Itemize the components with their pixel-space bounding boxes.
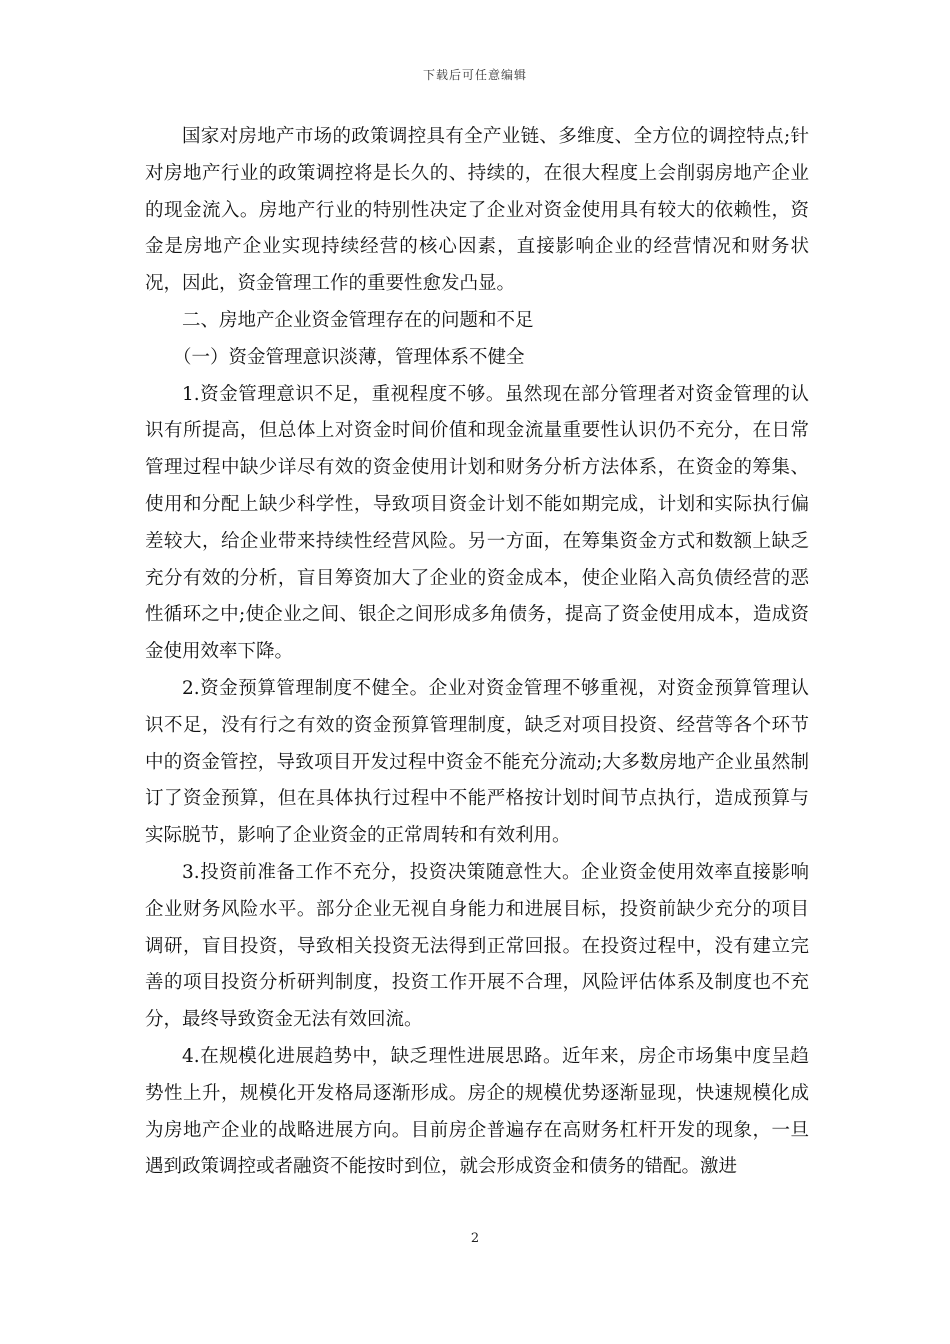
section-heading: 二、房地产企业资金管理存在的问题和不足: [182, 309, 534, 331]
document-body: [145, 119, 809, 1186]
page-number: 2: [470, 1231, 480, 1246]
point-paragraph-2: 2.资金预算管理制度不健全。企业对资金管理不够重视，对资金预算管理认识不足，没有行之有效的资金预算管理制度，缺乏对项目投资、经营等各个环节中的资金管控，导致项目开发过程中资金不能充分流动;大多数房地产企业虽然制订了资金预算，但在具体执行过程中不能严格按计划时间节点执行，造成预算与实际脱节，影响了企业资金的正常周转和有效利用。: [145, 677, 809, 847]
page-header-note: 下载后可任意编辑: [422, 68, 527, 82]
point-paragraph-1: 1.资金管理意识不足，重视程度不够。虽然现在部分管理者对资金管理的认识有所提高，但总体上对资金时间价值和现金流量重要性认识仍不充分，在日常管理过程中缺少详尽有效的资金使用计划和财务分析方法体系，在资金的筹集、使用和分配上缺少科学性，导致项目资金计划不能如期完成，计划和实际执行偏差较大，给企业带来持续性经营风险。另一方面，在筹集资金方式和数额上缺乏充分有效的分析，盲目筹资加大了企业的资金成本，使企业陷入高负债经营的恶性循环之中;使企业之间、银企之间形成多角债务，提高了资金使用成本，造成资金使用效率下降。: [145, 383, 809, 663]
subsection-heading: （一）资金管理意识淡薄，管理体系不健全: [173, 346, 525, 368]
intro-paragraph: 国家对房地产市场的政策调控具有全产业链、多维度、全方位的调控特点;针对房地产行业的政策调控将是长久的、持续的，在很大程度上会削弱房地产企业的现金流入。房地产行业的特别性决定了企业对资金使用具有较大的依赖性，资金是房地产企业实现持续经营的核心因素，直接影响企业的经营情况和财务状况，因此，资金管理工作的重要性愈发凸显。: [145, 126, 809, 295]
point-paragraph-3: 3.投资前准备工作不充分，投资决策随意性大。企业资金使用效率直接影响企业财务风险水平。部分企业无视自身能力和进展目标，投资前缺少充分的项目调研，盲目投资，导致相关投资无法得到正常回报。在投资过程中，没有建立完善的项目投资分析研判制度，投资工作开展不合理，风险评估体系及制度也不充分，最终导致资金无法有效回流。: [145, 861, 809, 1031]
point-paragraph-4: 4.在规模化进展趋势中，缺乏理性进展思路。近年来，房企市场集中度呈趋势性上升，规模化开发格局逐渐形成。房企的规模优势逐渐显现，快速规模化成为房地产企业的战略进展方向。目前房企普遍存在高财务杠杆开发的现象，一旦遇到政策调控或者融资不能按时到位，就会形成资金和债务的错配。激进: [145, 1045, 809, 1178]
